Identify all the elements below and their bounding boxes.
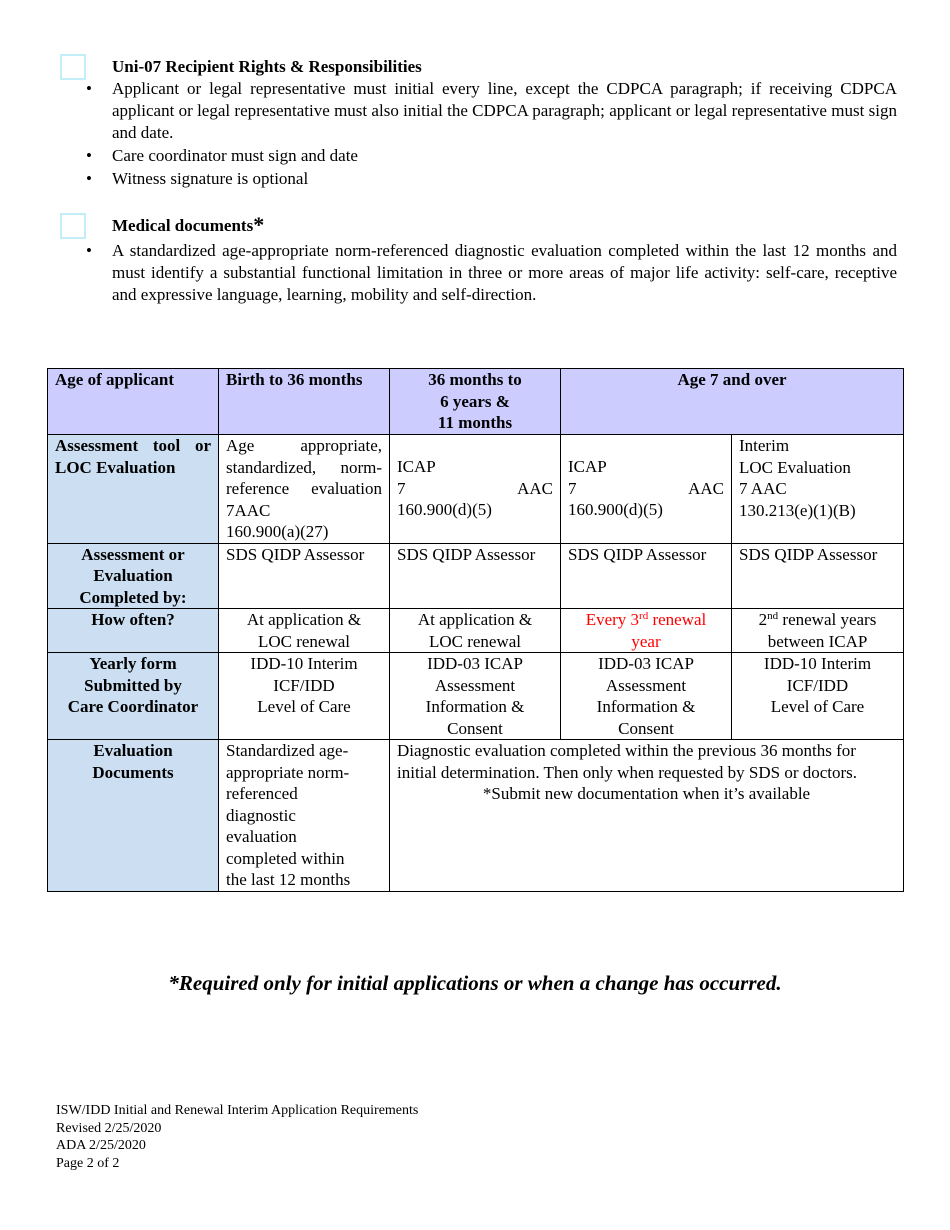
list-item: • Applicant or legal representative must initial every line, except the CDPCA paragraph; if receiving CDPCA applicant or legal representative must also initial the CDPCA paragraph; applicant or legal representative must sign and date. xyxy=(112,78,897,144)
bullet-list-recipient-rights xyxy=(112,78,897,190)
ordinal-suffix: rd xyxy=(639,610,649,622)
row-label-line: Documents xyxy=(92,762,174,782)
cell-line: 7 AAC xyxy=(397,478,553,498)
cell-line: 7 AAC xyxy=(739,479,787,498)
cell-line: LOC renewal xyxy=(257,631,351,651)
checkbox-medical-documents[interactable] xyxy=(60,213,86,239)
list-item: • Care coordinator must sign and date xyxy=(112,145,897,167)
row-label-line: Evaluation xyxy=(93,566,173,585)
cell-line: 160.900(d)(5) xyxy=(568,500,663,519)
cell-line: 7AAC xyxy=(226,500,271,520)
cell-evaluation-other-ages xyxy=(390,740,904,892)
cell-how-often-age7-interim xyxy=(732,609,904,653)
cell-completed-age7-interim: SDS QIDP Assessor xyxy=(732,543,904,609)
row-label-line: Submitted by xyxy=(84,675,182,695)
cell-yearly-age7-interim xyxy=(732,653,904,740)
cell-text: Every 3 xyxy=(585,610,640,629)
footer-revised-date: Revised 2/25/2020 xyxy=(56,1120,162,1136)
footer-page-number: Page 2 of 2 xyxy=(56,1155,120,1171)
header-line: 6 years & xyxy=(440,391,510,411)
requirements-table xyxy=(47,368,904,892)
cell-line: Interim xyxy=(739,436,790,455)
row-label-line: Completed by: xyxy=(79,587,187,607)
cell-text: year xyxy=(631,631,661,651)
cell-text: between ICAP xyxy=(767,631,868,651)
header-line: 36 months to xyxy=(428,370,522,389)
cell-line: Assessment xyxy=(434,675,516,695)
row-label-line: Evaluation xyxy=(93,741,173,760)
table-row-yearly-form xyxy=(48,653,904,740)
header-birth-to-36-months: Birth to 36 months xyxy=(219,369,390,435)
cell-line: Information & xyxy=(425,697,525,716)
cell-how-often-age7-icap xyxy=(561,609,732,653)
cell-line: Level of Care xyxy=(770,697,865,716)
required-note: *Required only for initial applications or when a change has occurred. xyxy=(168,971,782,995)
cell-line: reference evaluation xyxy=(226,479,382,498)
cell-line: ICAP xyxy=(397,457,436,476)
row-label-how-often: How often? xyxy=(48,609,219,653)
table-header-row xyxy=(48,369,904,435)
row-label-line: Care Coordinator xyxy=(67,697,199,716)
cell-line: 130.213(e)(1)(B) xyxy=(739,500,856,520)
footer-document-title: ISW/IDD Initial and Renewal Interim Application Requirements xyxy=(56,1103,419,1118)
cell-line: standardized, norm- xyxy=(226,457,382,477)
evaluation-note: *Submit new documentation when it’s available xyxy=(482,784,811,803)
header-age-of-applicant: Age of applicant xyxy=(48,369,219,435)
cell-completed-mid: SDS QIDP Assessor xyxy=(390,543,561,609)
table-row-evaluation-documents xyxy=(48,740,904,892)
header-age-7-and-over: Age 7 and over xyxy=(561,369,904,435)
cell-text: renewal years xyxy=(778,610,877,629)
cell-line: evaluation xyxy=(226,827,297,846)
checkbox-recipient-rights[interactable] xyxy=(60,54,86,80)
footer-ada-date: ADA 2/25/2020 xyxy=(56,1138,146,1153)
cell-line: Consent xyxy=(618,718,674,738)
cell-line: At application & xyxy=(417,610,533,629)
row-label-line: Yearly form xyxy=(89,654,177,673)
section-title-text: Medical documents xyxy=(112,216,254,235)
asterisk-marker: * xyxy=(253,212,265,237)
cell-line: Information & xyxy=(596,697,696,716)
cell-line: ICF/IDD xyxy=(786,675,849,695)
table-row-completed-by xyxy=(48,543,904,609)
row-label-text: Assessment tool or LOC Evaluation xyxy=(55,436,211,477)
cell-yearly-age7-icap xyxy=(561,653,732,740)
cell-yearly-mid xyxy=(390,653,561,740)
cell-text: renewal xyxy=(648,610,707,629)
cell-how-often-mid xyxy=(390,609,561,653)
cell-line: completed within xyxy=(226,848,345,868)
cell-line: LOC renewal xyxy=(428,631,522,651)
header-line: 11 months xyxy=(437,413,513,432)
list-item: • A standardized age-appropriate norm-referenced diagnostic evaluation completed within the last 12 months and must identify a substantial functional limitation in three or more areas of major life activity: self-care, receptive and expressive language, learning, mobility and self-direction. xyxy=(112,240,897,306)
cell-assessment-age7-icap xyxy=(561,435,732,544)
row-label-line: Assessment or xyxy=(81,544,185,564)
cell-line: ICF/IDD xyxy=(273,675,335,695)
list-item: • Witness signature is optional xyxy=(112,168,897,190)
cell-assessment-mid xyxy=(390,435,561,544)
section-title-text: Uni-07 Recipient Rights & Responsibilities xyxy=(112,57,422,76)
row-label-evaluation-documents xyxy=(48,740,219,892)
section-title-medical-documents xyxy=(112,212,265,237)
cell-line: At application & xyxy=(246,610,362,629)
header-36-months-to-6-years xyxy=(390,369,561,435)
cell-line: Age appropriate, xyxy=(226,436,382,455)
cell-line: IDD-10 Interim xyxy=(763,654,872,673)
cell-completed-age7-icap: SDS QIDP Assessor xyxy=(561,543,732,609)
cell-line: the last 12 months xyxy=(226,870,351,889)
cell-line: referenced xyxy=(226,784,298,803)
cell-line: IDD-03 ICAP xyxy=(427,654,523,673)
cell-completed-birth: SDS QIDP Assessor xyxy=(219,543,390,609)
cell-line: Consent xyxy=(447,718,503,738)
cell-how-often-birth xyxy=(219,609,390,653)
cell-line: Assessment xyxy=(605,675,687,695)
section-title-recipient-rights xyxy=(112,56,422,78)
cell-line: diagnostic xyxy=(226,805,296,825)
row-label-completed-by xyxy=(48,543,219,609)
table-row-assessment-tool xyxy=(48,435,904,544)
cell-line: LOC Evaluation xyxy=(739,457,851,477)
row-label-yearly-form xyxy=(48,653,219,740)
cell-line: 7 AAC xyxy=(568,478,724,498)
cell-line: 160.900(a)(27) xyxy=(226,522,329,541)
page-footer xyxy=(56,1102,418,1172)
cell-yearly-birth xyxy=(219,653,390,740)
table-row-how-often xyxy=(48,609,904,653)
ordinal-suffix: nd xyxy=(767,610,779,622)
cell-assessment-birth xyxy=(219,435,390,544)
evaluation-description: Diagnostic evaluation completed within the previous 36 months for initial determination. Then only when requested by SDS or doctors. xyxy=(397,741,858,782)
cell-line: ICAP xyxy=(568,457,607,476)
cell-text: 2 xyxy=(758,610,768,629)
cell-line: 160.900(d)(5) xyxy=(397,500,492,519)
cell-line: IDD-10 Interim xyxy=(250,654,358,673)
cell-line: Level of Care xyxy=(257,697,351,716)
cell-assessment-age7-interim xyxy=(732,435,904,544)
cell-line: Standardized age- xyxy=(226,741,349,760)
cell-line: IDD-03 ICAP xyxy=(598,654,694,673)
bullet-list-medical-documents xyxy=(112,240,897,306)
row-label-assessment-tool xyxy=(48,435,219,544)
cell-line: appropriate norm- xyxy=(226,762,350,782)
cell-evaluation-birth xyxy=(219,740,390,892)
